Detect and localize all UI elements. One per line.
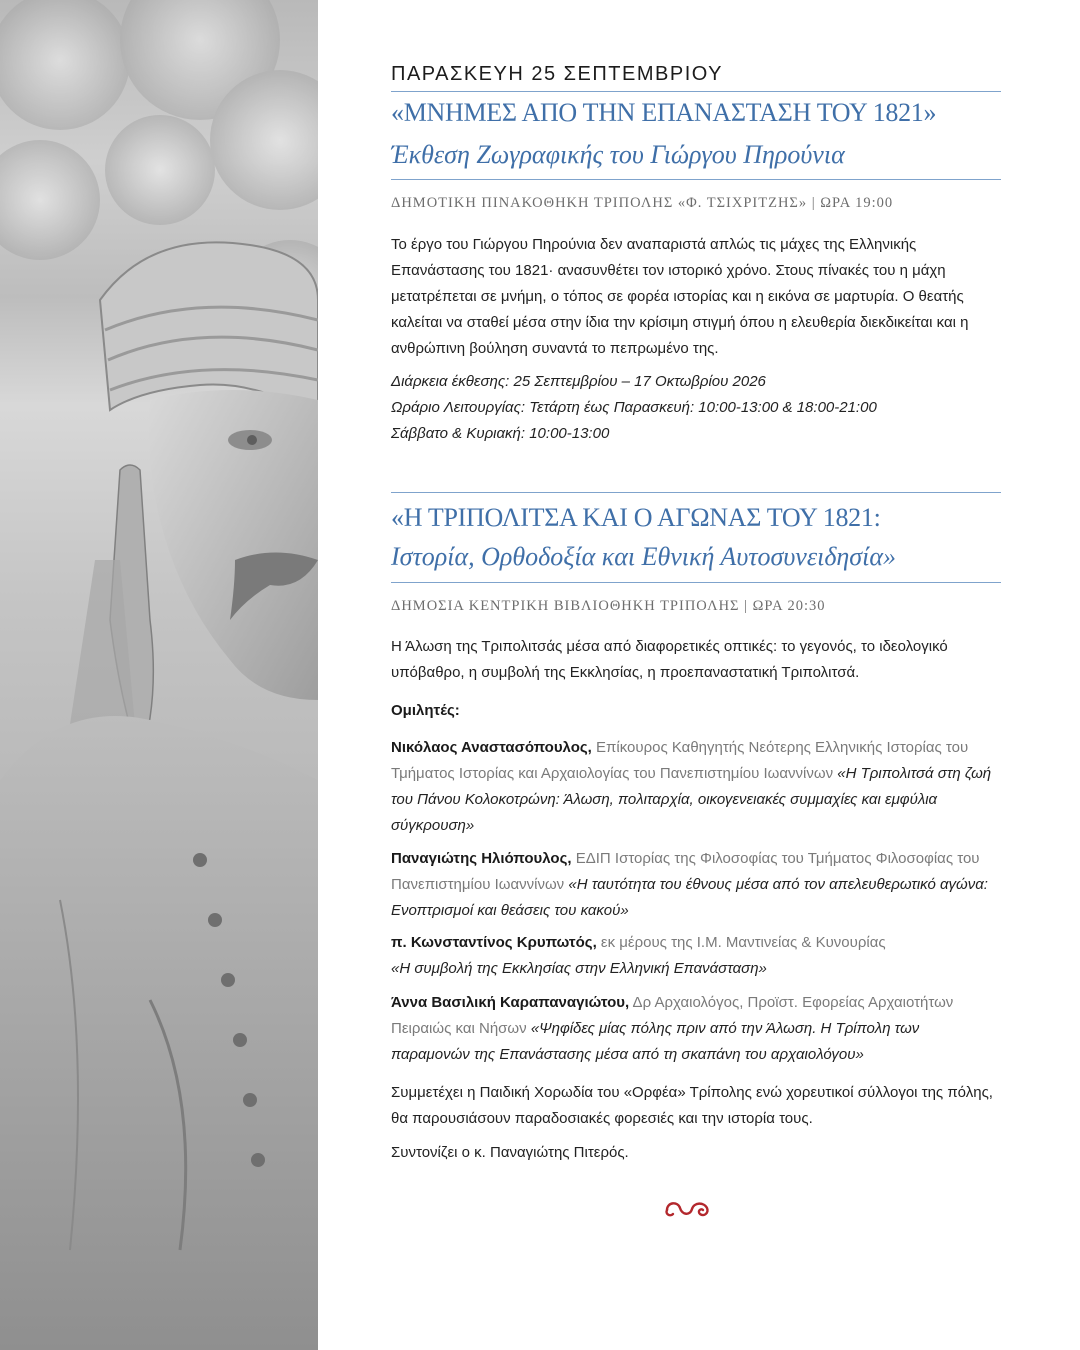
portrait-illustration [0, 0, 318, 1350]
speaker-name: Παναγιώτης Ηλιόπουλος, [391, 850, 572, 867]
event1-venue: ΔΗΜΟΤΙΚΗ ΠΙΝΑΚΟΘΗΚΗ ΤΡΙΠΟΛΗΣ «Φ. ΤΣΙΧΡΙΤΖΗΣ» | ΩΡΑ 19:00 [391, 195, 894, 211]
event1-title: «ΜΝΗΜΕΣ ΑΠΟ ΤΗΝ ΕΠΑΝΑΣΤΑΣΗ ΤΟΥ 1821» [391, 98, 937, 127]
event2-venue: ΔΗΜΟΣΙΑ ΚΕΝΤΡΙΚΗ ΒΙΒΛΙΟΘΗΚΗ ΤΡΙΠΟΛΗΣ | ΩΡΑ 20:30 [391, 598, 826, 614]
speaker-talk: «Η συμβολή της Εκκλησίας στην Ελληνική Επανάσταση» [391, 960, 767, 977]
divider [391, 179, 1001, 180]
speaker-name: Νικόλαος Αναστασόπουλος, [391, 739, 592, 756]
speaker-talk: «Η Τριπολιτσά στη ζωή του Πάνου Κολοκοτρώνη: Άλωση, πολιταρχία, οικογενειακές συμμαχίες και εμφύλια σύγκρουση» [391, 765, 992, 834]
event1-hours-weekend: Σάββατο & Κυριακή: 10:00-13:00 [391, 425, 610, 442]
speaker-talk: «Ψηφίδες μίας πόλης πριν από την Άλωση. Η Τρίπολη των παραμονών της Επανάστασης μέσα από τη σκαπάνη του αρχαιολόγου» [391, 1020, 920, 1063]
speaker-name: Άννα Βασιλική Καραπαναγιώτου, [391, 994, 630, 1011]
event1-description: Το έργο του Γιώργου Πηρούνια δεν αναπαριστά απλώς τις μάχες της Ελληνικής Επανάστασης του 1821· ανασυνθέτει τον ιστορικό χρόνο. Στους πίνακές του η μάχη μετατρέπεται σε μνήμη, ο τόπος σε φορέα ιστορίας και η εικόνα σε μαρτυρία. Ο θεατής καλείται να σταθεί μέσα στην ίδια την κρίσιμη στιγμή όπου η ελευθερία διεκδικείται και η ανθρώπινη βούληση συναντά το πεπρωμένο της. [391, 236, 969, 357]
speaker-entry [391, 930, 1001, 982]
event2-title-line2: Ιστορία, Ορθοδοξία και Εθνική Αυτοσυνειδησία» [391, 542, 896, 571]
event-date: ΠΑΡΑΣΚΕΥΗ 25 ΣΕΠΤΕΜΒΡΙΟΥ [391, 63, 724, 85]
divider [391, 582, 1001, 583]
event2-description: Η Άλωση της Τριπολιτσάς μέσα από διαφορετικές οπτικές: το γεγονός, το ιδεολογικό υπόβαθρο, η συμβολή της Εκκλησίας, η προεπαναστατική Τριπολιτσά. [391, 638, 948, 681]
speaker-role: Επίκουρος Καθηγητής Νεότερης Ελληνικής Ιστορίας του Τμήματος Ιστορίας και Αρχαιολογίας του Πανεπιστημίου Ιωαννίνων [391, 739, 969, 782]
divider [391, 492, 1001, 493]
speaker-entry [391, 990, 1001, 1068]
divider [391, 91, 1001, 92]
portrait-drawing [0, 0, 318, 1350]
speaker-role: ΕΔΙΠ Ιστορίας της Φιλοσοφίας του Τμήματος Φιλοσοφίας του Πανεπιστημίου Ιωαννίνων [391, 850, 980, 893]
event1-duration: Διάρκεια έκθεσης: 25 Σεπτεμβρίου – 17 Οκτωβρίου 2026 [391, 373, 766, 390]
event1-subtitle: Έκθεση Ζωγραφικής του Γιώργου Πηρούνια [391, 140, 845, 169]
speaker-role: εκ μέρους της Ι.Μ. Μαντινείας & Κυνουρίας [600, 934, 886, 951]
event1-hours-weekdays: Ωράριο Λειτουργίας: Τετάρτη έως Παρασκευή: 10:00-13:00 & 18:00-21:00 [391, 399, 877, 416]
speaker-role: Δρ Αρχαιολόγος, Προϊστ. Εφορείας Αρχαιοτήτων Πειραιώς και Νήσων [391, 994, 954, 1037]
speaker-entry [391, 846, 1001, 924]
ornament-icon [664, 1198, 710, 1220]
speaker-name: π. Κωνσταντίνος Κρυπωτός, [391, 934, 597, 951]
speaker-entry [391, 735, 1001, 839]
speaker-talk: «Η ταυτότητα του έθνους μέσα από τον απελευθερωτικό αγώνα: Ενοπτρισμοί και θεάσεις του κακού» [391, 876, 988, 919]
participation-note: Συμμετέχει η Παιδική Χορωδία του «Ορφέα» Τρίπολης ενώ χορευτικοί σύλλογοι της πόλης, θα παρουσιάσουν παραδοσιακές φορεσιές και την ιστορία τους. [391, 1084, 993, 1127]
moderator-note: Συντονίζει ο κ. Παναγιώτης Πιτερός. [391, 1144, 629, 1161]
event2-title-line1: «Η ΤΡΙΠΟΛΙΤΣΑ ΚΑΙ Ο ΑΓΩΝΑΣ ΤΟΥ 1821: [391, 503, 881, 532]
speakers-label: Ομιλητές: [391, 702, 460, 719]
